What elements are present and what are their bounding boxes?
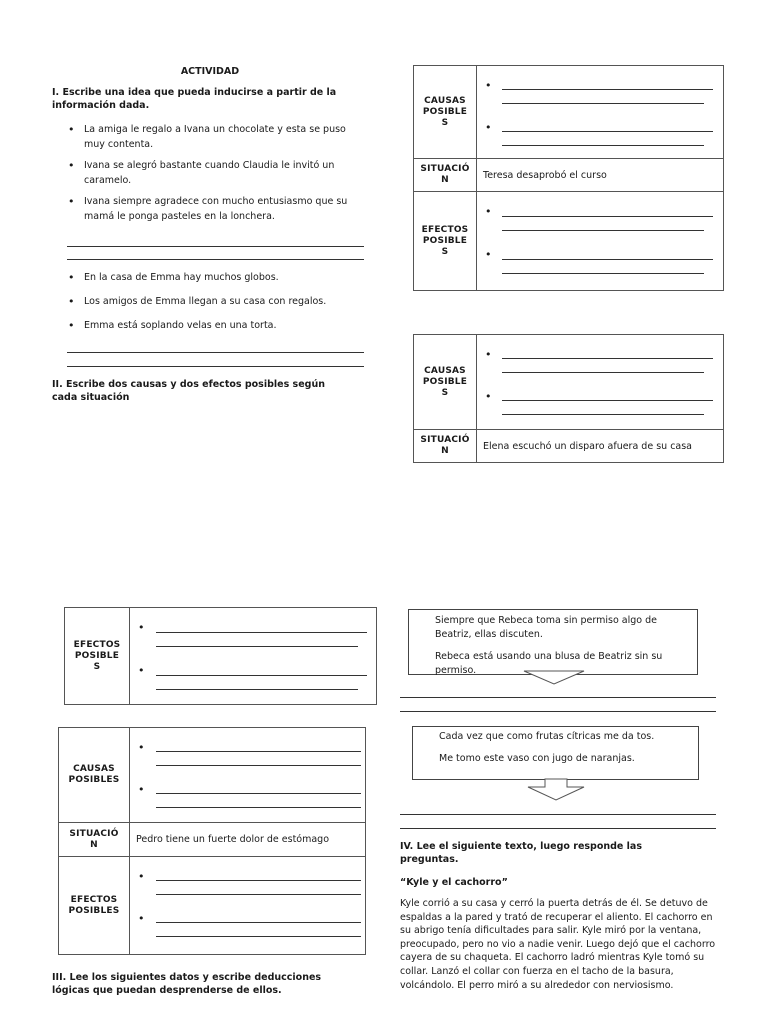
- answer-line[interactable]: [156, 765, 361, 766]
- activity-title: ACTIVIDAD: [180, 66, 240, 77]
- deduction-box: [408, 609, 698, 675]
- section4-heading: IV. Lee el siguiente texto, luego responde las preguntas.: [400, 841, 642, 865]
- premise-1: Cada vez que como frutas cítricas me da tos.: [439, 731, 655, 742]
- causas-answers: [477, 335, 724, 430]
- efectos-label: EFECTOS POSIBLES: [59, 857, 130, 955]
- bullet: •: [485, 121, 492, 134]
- cause-effect-table-teresa: [413, 65, 724, 291]
- down-arrow-icon: [528, 779, 584, 801]
- answer-line[interactable]: [156, 922, 361, 923]
- efectos-label: EFECTOS POSIBLE S: [65, 608, 130, 705]
- list-item: • Ivana se alegró bastante cuando Claudia le invitó un caramelo.: [68, 158, 368, 188]
- story-title: “Kyle y el cachorro”: [400, 877, 508, 888]
- cause-effect-table-pedro: [58, 727, 366, 955]
- bullet: •: [138, 783, 145, 796]
- situation-text: Elena escuchó un disparo afuera de su casa: [477, 430, 724, 463]
- causas-answers: [130, 728, 366, 823]
- bullet: •: [138, 664, 145, 677]
- answer-line[interactable]: [400, 814, 716, 815]
- answer-line[interactable]: [502, 230, 704, 231]
- deduction-box: [412, 726, 699, 780]
- answer-line[interactable]: [156, 689, 358, 690]
- efectos-answers: [130, 857, 366, 955]
- answer-line[interactable]: [156, 675, 367, 676]
- bullet: •: [485, 205, 492, 218]
- premise-2: Rebeca está usando una blusa de Beatriz sin su permiso.: [435, 651, 663, 676]
- answer-line[interactable]: [502, 400, 713, 401]
- situacion-label: SITUACIÓ N: [59, 823, 130, 857]
- answer-line[interactable]: [400, 697, 716, 698]
- answer-line[interactable]: [502, 145, 704, 146]
- answer-line[interactable]: [67, 246, 364, 247]
- answer-line[interactable]: [67, 366, 364, 367]
- answer-line[interactable]: [502, 89, 713, 90]
- bullet: •: [485, 79, 492, 92]
- section1-group2-list: [68, 270, 368, 333]
- answer-line[interactable]: [502, 372, 704, 373]
- section1-group1-list: [68, 122, 368, 224]
- answer-line[interactable]: [156, 936, 361, 937]
- answer-line[interactable]: [67, 259, 364, 260]
- bullet: •: [138, 912, 145, 925]
- answer-line[interactable]: [156, 793, 361, 794]
- answer-line[interactable]: [67, 352, 364, 353]
- situation-text: Teresa desaprobó el curso: [477, 159, 724, 192]
- answer-line[interactable]: [502, 131, 713, 132]
- section3-heading: III. Lee los siguientes datos y escribe deducciones lógicas que puedan desprenderse de ellos.: [52, 972, 322, 996]
- story-text: Kyle corrió a su casa y cerró la puerta detrás de él. Se detuvo de espaldas a la pared y trató de recuperar el aliento. El cachorro en su abrigo tenía dificultades para salir. Kyle miró por la ventana, preocupado, pero no vio a nadie venir. Luego dejó que el cachorro cayera de su chaqueta. El cachorro ladró mientras Kyle tomó su collar. Lanzó el collar con fuerza en el tacho de la basura, volcándolo. El perro miró a su alrededor con nerviosismo.: [400, 898, 716, 991]
- situation-text: Pedro tiene un fuerte dolor de estómago: [130, 823, 366, 857]
- answer-line[interactable]: [502, 259, 713, 260]
- causas-label: CAUSAS POSIBLES: [59, 728, 130, 823]
- situacion-label: SITUACIÓ N: [414, 159, 477, 192]
- premise-2: Me tomo este vaso con jugo de naranjas.: [439, 753, 635, 764]
- bullet: •: [138, 870, 145, 883]
- section2-heading: II. Escribe dos causas y dos efectos posibles según cada situación: [52, 379, 325, 403]
- causas-answers: [477, 66, 724, 159]
- answer-line[interactable]: [156, 632, 367, 633]
- answer-line[interactable]: [400, 828, 716, 829]
- answer-line[interactable]: [502, 273, 704, 274]
- answer-line[interactable]: [502, 358, 713, 359]
- answer-line[interactable]: [400, 711, 716, 712]
- efectos-label: EFECTOS POSIBLE S: [414, 192, 477, 291]
- cause-effect-table-elena: [413, 334, 724, 463]
- bullet: •: [485, 248, 492, 261]
- answer-line[interactable]: [156, 894, 361, 895]
- causas-label: CAUSAS POSIBLE S: [414, 335, 477, 430]
- bullet: •: [138, 621, 145, 634]
- answer-line[interactable]: [156, 880, 361, 881]
- answer-line[interactable]: [502, 103, 704, 104]
- efectos-answers: [130, 608, 377, 705]
- list-item: • Los amigos de Emma llegan a su casa con regalos.: [68, 294, 368, 309]
- list-item: • Ivana siempre agradece con mucho entusiasmo que su mamá le ponga pasteles en la lonchera.: [68, 194, 368, 224]
- answer-line[interactable]: [502, 414, 704, 415]
- answer-line[interactable]: [156, 646, 358, 647]
- situacion-label: SITUACIÓ N: [414, 430, 477, 463]
- efectos-answers: [477, 192, 724, 291]
- list-item: • En la casa de Emma hay muchos globos.: [68, 270, 368, 285]
- premise-1: Siempre que Rebeca toma sin permiso algo de Beatriz, ellas discuten.: [435, 615, 657, 640]
- section1-heading: I. Escribe una idea que pueda inducirse a partir de la información dada.: [52, 87, 337, 111]
- bullet: •: [138, 741, 145, 754]
- list-item: • La amiga le regalo a Ivana un chocolate y esta se puso muy contenta.: [68, 122, 368, 152]
- bullet: •: [485, 390, 492, 403]
- causas-label: CAUSAS POSIBLE S: [414, 66, 477, 159]
- answer-line[interactable]: [156, 807, 361, 808]
- list-item: • Emma está soplando velas en una torta.: [68, 318, 368, 333]
- answer-line[interactable]: [502, 216, 713, 217]
- bullet: •: [485, 348, 492, 361]
- effects-table-elena-continued: [64, 607, 377, 705]
- down-arrow-icon: [524, 670, 584, 686]
- answer-line[interactable]: [156, 751, 361, 752]
